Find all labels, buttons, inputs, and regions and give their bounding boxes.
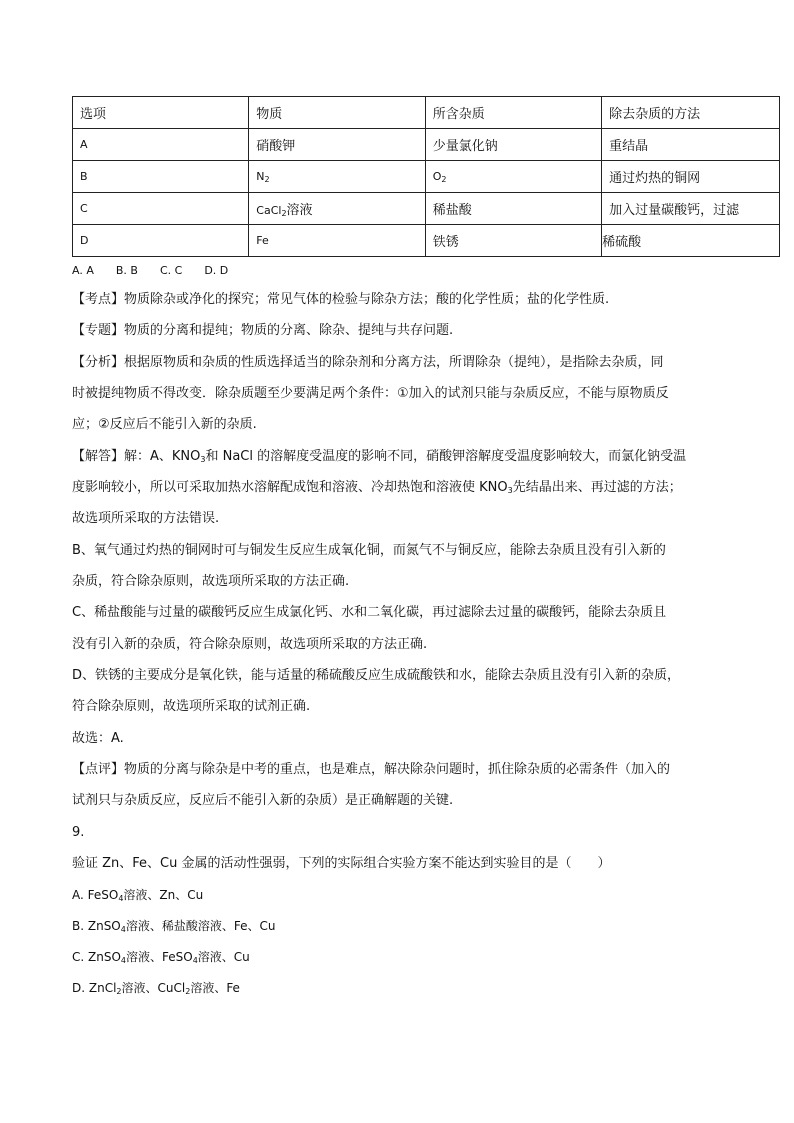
formula-subscript: 4: [118, 894, 124, 903]
text-part: 和 NaCl 的溶解度受温度的影响不同，硝酸钾溶解度受温度影响较大，而氯化钠受温: [205, 449, 687, 464]
formula-subscript: 3: [507, 486, 513, 495]
table-cell-option: A: [73, 129, 249, 161]
table-cell-method: 加入过量碳酸钙，过滤: [602, 193, 780, 225]
text-part: 【解答】解：A、KNO: [72, 449, 201, 464]
table-cell-impurity: [425, 161, 601, 193]
jieda-line: 故选项所采取的方法错误.: [72, 511, 220, 526]
table-cell-option: D: [73, 225, 249, 257]
jieda-line: [72, 449, 686, 468]
table-cell-method: 稀硫酸: [602, 225, 780, 257]
question-stem: 验证 Zn、Fe、Cu 金属的活动性强弱，下列的实际组合实验方案不能达到实验目的是（ ）: [72, 856, 611, 871]
table-cell-impurity: 铁锈: [425, 225, 601, 257]
text-part: 度影响较小，所以可采取加热水溶解配成饱和溶液、冷却热饱和溶液使 KNO: [72, 480, 508, 495]
table-cell-method: 通过灼热的铜网: [602, 161, 780, 193]
table-row: [73, 161, 780, 193]
jieda-line: [72, 480, 682, 499]
text-part: A. FeSO: [72, 888, 119, 902]
table-cell-impurity: 稀盐酸: [425, 193, 601, 225]
table-cell-substance: 硝酸钾: [249, 129, 425, 161]
fenxi-line: 时被提纯物质不得改变．除杂质题至少要满足两个条件：①加入的试剂只能与杂质反应，不能与原物质反: [72, 386, 669, 401]
choice-d: D. D: [204, 264, 229, 277]
table-cell-option: C: [73, 193, 249, 225]
dianping-line: 【点评】物质的分离与除杂是中考的重点，也是难点，解决除杂问题时，抓住除杂质的必需条件（加入的: [72, 762, 671, 777]
formula-subscript: 4: [192, 956, 198, 965]
table-cell-substance: [249, 161, 425, 193]
table-header-cell: 选项: [73, 97, 249, 129]
text-part: 溶液、Zn、Cu: [123, 888, 204, 902]
formula-main: CaCl: [256, 204, 282, 217]
explanation-b-line: B、氧气通过灼热的铜网时可与铜发生反应生成氧化铜，而氮气不与铜反应，能除去杂质且没有引入新的: [72, 543, 666, 558]
formula-subscript: 2: [281, 209, 287, 218]
table-header-cell: 除去杂质的方法: [602, 97, 780, 129]
table-header-cell: 所含杂质: [425, 97, 601, 129]
table-row: [73, 193, 780, 225]
formula-subscript: 2: [441, 174, 447, 184]
text-part: 溶液、FeSO: [126, 950, 193, 964]
explanation-d-line: 符合除杂原则，故选项所采取的试剂正确.: [72, 699, 311, 714]
formula-main: N: [256, 169, 265, 183]
table-cell-substance: [249, 193, 425, 225]
formula-subscript: 2: [264, 174, 270, 184]
table-cell-option: B: [73, 161, 249, 193]
table-header-cell: 物质: [249, 97, 425, 129]
formula-subscript: 4: [120, 925, 126, 934]
explanation-c-line: 没有引入新的杂质，符合除杂原则，故选项所采取的方法正确.: [72, 637, 428, 652]
table-cell-substance: Fe: [249, 225, 425, 257]
zhuanti-line: 【专题】物质的分离和提纯；物质的分离、除杂、提纯与共存问题.: [72, 323, 454, 338]
formula-subscript: 3: [200, 455, 206, 464]
text-part: C. ZnSO: [72, 950, 121, 964]
formula-main: O: [432, 169, 442, 183]
text-part: D. ZnCl: [72, 981, 117, 995]
dianping-line: 试剂只与杂质反应，反应后不能引入新的杂质）是正确解题的关键.: [72, 793, 454, 808]
table-header-row: [73, 97, 780, 129]
choice-c: C. C: [159, 264, 183, 277]
question-option-b: [72, 918, 275, 938]
formula-subscript: 2: [116, 987, 122, 996]
choice-a: A. A: [72, 264, 94, 277]
fenxi-line: 【分析】根据原物质和杂质的性质选择适当的除杂剂和分离方法，所谓除杂（提纯），是指除去杂质，同: [72, 355, 664, 370]
formula-subscript: 4: [120, 956, 126, 965]
explanation-c-line: C、稀盐酸能与过量的碳酸钙反应生成氯化钙、水和二氧化碳，再过滤除去过量的碳酸钙，能除去杂质且: [72, 605, 667, 620]
question-option-c: [72, 949, 250, 969]
formula-suffix: 溶液: [286, 203, 313, 218]
answer-line: 故选：A.: [72, 731, 124, 746]
text-part: B. ZnSO: [72, 919, 121, 933]
question-number: 9.: [72, 825, 85, 840]
text-part: 溶液、Cu: [197, 950, 250, 964]
explanation-b-line: 杂质，符合除杂原则，故选项所采取的方法正确.: [72, 574, 350, 589]
question-option-d: [72, 980, 240, 1000]
fenxi-line: 应；②反应后不能引入新的杂质.: [72, 417, 257, 432]
options-table: [72, 96, 780, 257]
text-part: 溶液、CuCl: [121, 981, 186, 995]
question-option-a: [72, 887, 203, 907]
text-part: 溶液、稀盐酸溶液、Fe、Cu: [125, 919, 276, 933]
table-cell-method: 重结晶: [602, 129, 780, 161]
explanation-d-line: D、铁锈的主要成分是氧化铁，能与适量的稀硫酸反应生成硫酸铁和水，能除去杂质且没有引入新的杂质，: [72, 668, 681, 683]
table-cell-impurity: 少量氯化钠: [425, 129, 601, 161]
text-part: 溶液、Fe: [190, 981, 240, 995]
formula-subscript: 2: [185, 987, 191, 996]
text-part: 先结晶出来、再过滤的方法；: [512, 480, 682, 495]
kaodian-line: 【考点】物质除杂或净化的探究；常见气体的检验与除杂方法；酸的化学性质；盐的化学性质.: [72, 292, 610, 307]
choice-b: B. B: [115, 264, 138, 277]
answer-choices: [72, 263, 250, 279]
table-row: [73, 225, 780, 257]
table-row: [73, 129, 780, 161]
